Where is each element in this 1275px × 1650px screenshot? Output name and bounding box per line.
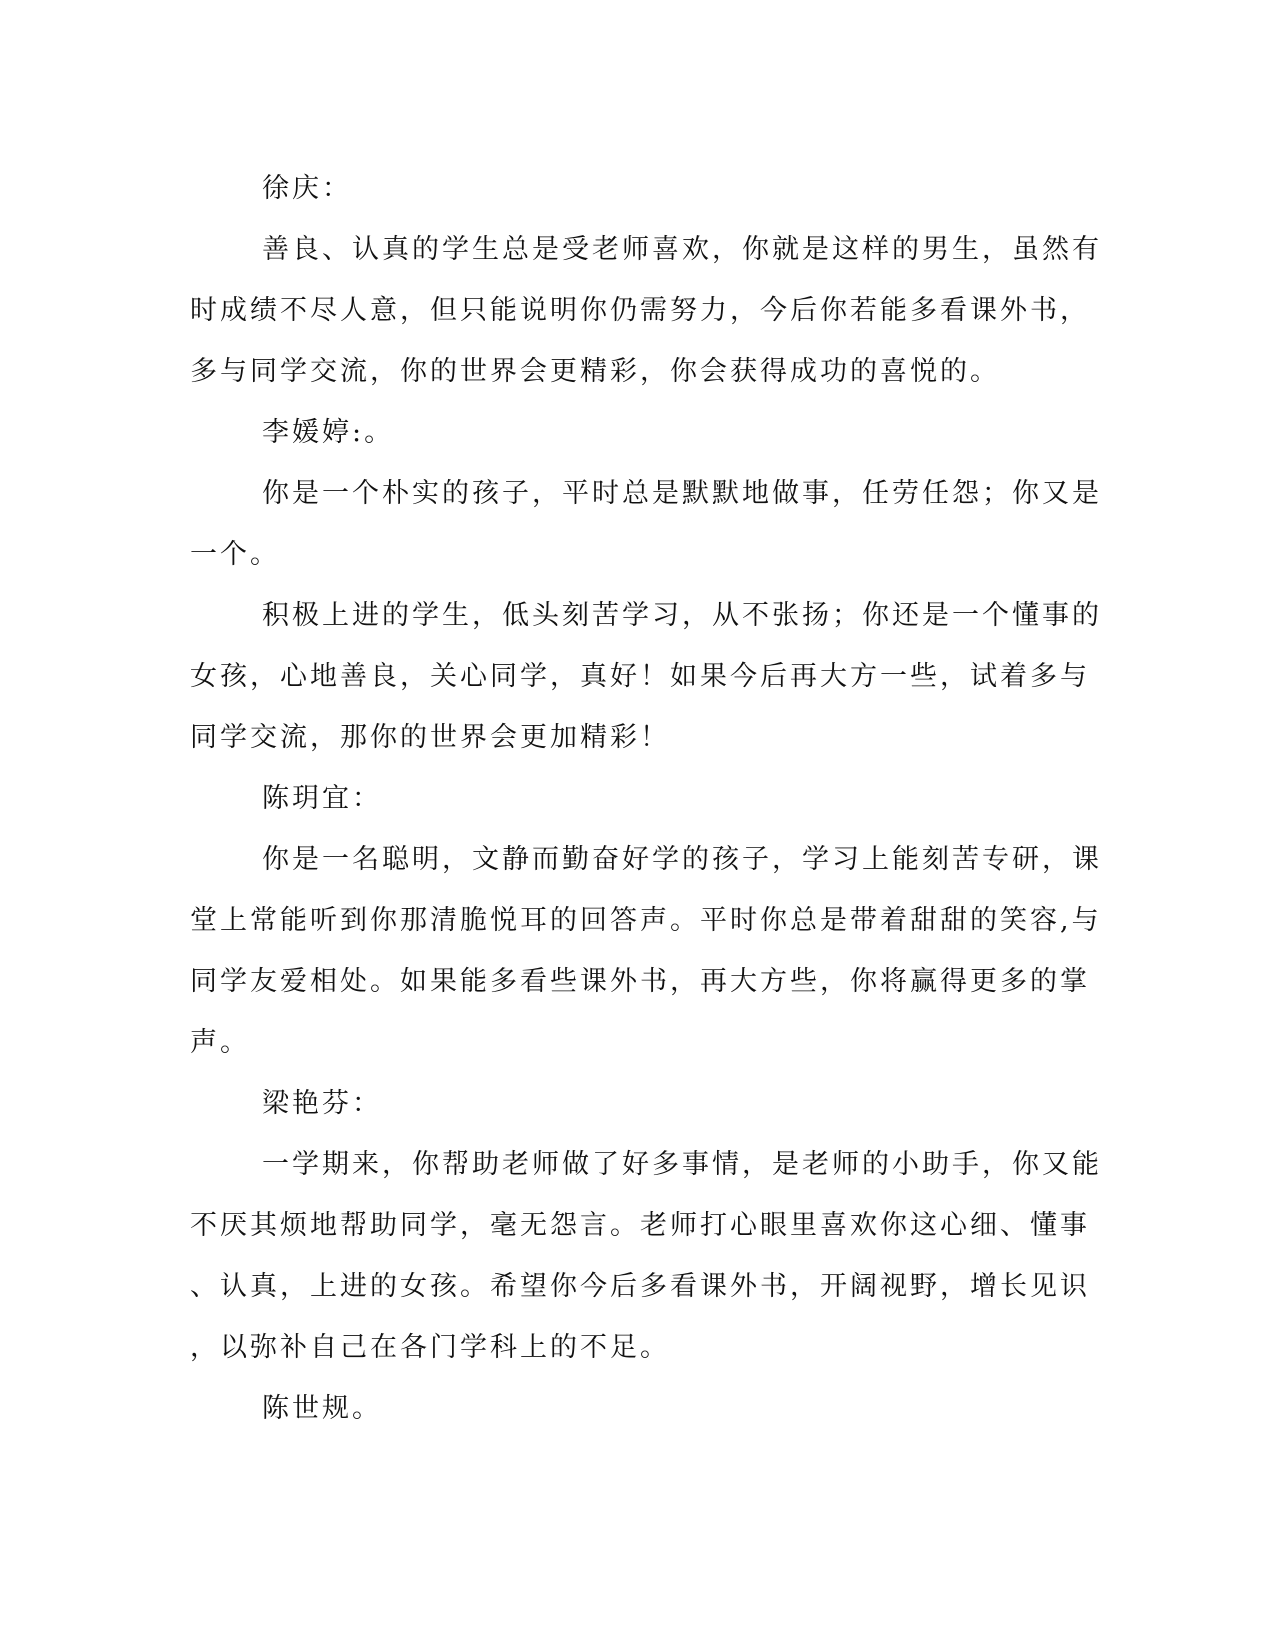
comment-paragraph-line: 多与同学交流，你的世界会更精彩，你会获得成功的喜悦的。 bbox=[190, 356, 1000, 387]
comment-paragraph-line: 积极上进的学生，低头刻苦学习，从不张扬；你还是一个懂事的 bbox=[262, 600, 1102, 631]
comment-paragraph-line: 不厌其烦地帮助同学，毫无怨言。老师打心眼里喜欢你这心细、懂事 bbox=[190, 1210, 1090, 1241]
student-name-heading: 徐庆： bbox=[262, 173, 352, 204]
comment-paragraph-line: 同学交流，那你的世界会更加精彩！ bbox=[190, 722, 670, 753]
comment-paragraph-line: ，以弥补自己在各门学科上的不足。 bbox=[190, 1332, 670, 1363]
comment-paragraph-line: 一学期来，你帮助老师做了好多事情，是老师的小助手，你又能 bbox=[262, 1149, 1102, 1180]
comment-paragraph-line: 你是一名聪明，文静而勤奋好学的孩子，学习上能刻苦专研，课 bbox=[262, 844, 1102, 875]
student-name-heading: 梁艳芬： bbox=[262, 1088, 382, 1119]
document-body bbox=[190, 158, 1102, 1439]
student-name-heading: 陈玥宜： bbox=[262, 783, 382, 814]
student-name-heading: 李媛婷:。 bbox=[262, 417, 395, 448]
student-name-heading: 陈世规。 bbox=[262, 1393, 382, 1424]
comment-paragraph-line: 女孩，心地善良，关心同学，真好！如果今后再大方一些，试着多与 bbox=[190, 661, 1090, 692]
comment-paragraph-line: 一个。 bbox=[190, 539, 280, 570]
comment-paragraph-line: 同学友爱相处。如果能多看些课外书，再大方些，你将赢得更多的掌 bbox=[190, 966, 1090, 997]
comment-paragraph-line: 、认真，上进的女孩。希望你今后多看课外书，开阔视野，增长见识 bbox=[190, 1271, 1090, 1302]
comment-paragraph-line: 声。 bbox=[190, 1027, 250, 1058]
comment-paragraph-line: 时成绩不尽人意，但只能说明你仍需努力，今后你若能多看课外书， bbox=[190, 295, 1090, 326]
comment-paragraph-line: 堂上常能听到你那清脆悦耳的回答声。平时你总是带着甜甜的笑容,与 bbox=[190, 905, 1102, 936]
comment-paragraph-line: 善良、认真的学生总是受老师喜欢，你就是这样的男生，虽然有 bbox=[262, 234, 1102, 265]
comment-paragraph-line: 你是一个朴实的孩子，平时总是默默地做事，任劳任怨；你又是 bbox=[262, 478, 1102, 509]
